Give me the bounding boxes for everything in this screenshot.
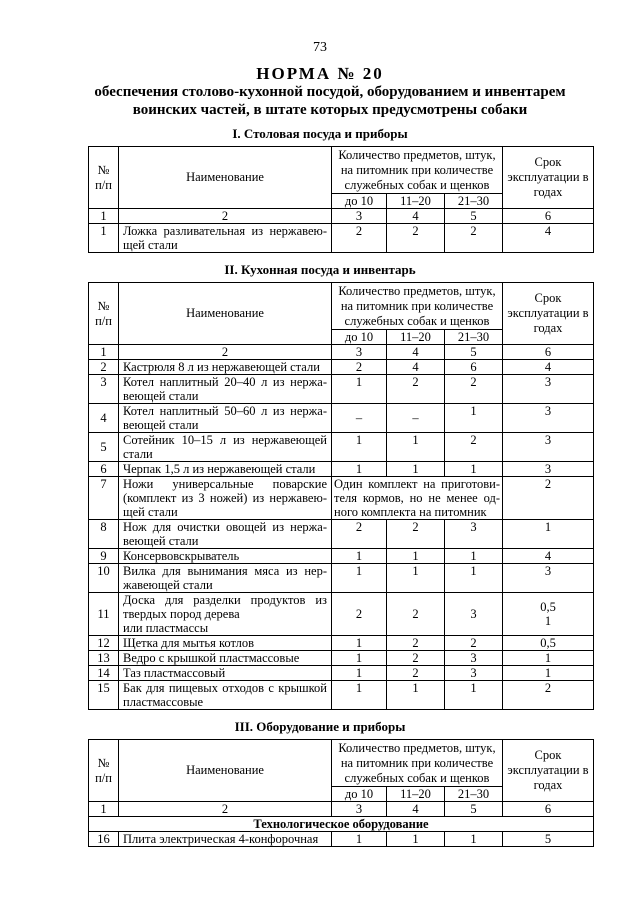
- row-name: Вилка для вынимания мяса из нер-жавеющей стали: [119, 564, 332, 593]
- index-cell: 6: [503, 345, 594, 360]
- row-qty-a: 1: [332, 549, 387, 564]
- row-num: 13: [89, 651, 119, 666]
- header-col-a: до 10: [332, 787, 387, 802]
- row-qty-a: 2: [332, 520, 387, 549]
- row-qty-b: 2: [387, 636, 445, 651]
- header-col-b: 11–20: [387, 330, 445, 345]
- table-row: [89, 375, 594, 404]
- row-term-value: 0,5: [540, 600, 556, 614]
- row-qty-c: 1: [445, 832, 503, 847]
- row-qty-c: 3: [445, 666, 503, 681]
- header-col-a: до 10: [332, 330, 387, 345]
- row-qty-c: 2: [445, 636, 503, 651]
- row-qty-c: 2: [445, 433, 503, 462]
- index-cell: 1: [89, 209, 119, 224]
- page-number: 73: [313, 40, 327, 55]
- row-term: 3: [503, 404, 594, 433]
- row-term: 4: [503, 549, 594, 564]
- row-qty-a: 1: [332, 832, 387, 847]
- table-row: [89, 360, 594, 375]
- index-cell: 5: [445, 345, 503, 360]
- table-row: [89, 520, 594, 549]
- index-cell: 4: [387, 209, 445, 224]
- row-qty-b: 4: [387, 360, 445, 375]
- index-cell: 3: [332, 345, 387, 360]
- table-section-3: [88, 739, 594, 847]
- header-name: Наименование: [119, 283, 332, 345]
- row-name: Кастрюля 8 л из нержавеющей стали: [119, 360, 332, 375]
- table-row: [89, 593, 594, 636]
- header-num: № п/п: [89, 740, 119, 802]
- header-col-a: до 10: [332, 194, 387, 209]
- header-num: № п/п: [89, 283, 119, 345]
- document-subtitle: [60, 83, 600, 119]
- section-3-title: III. Оборудование и приборы: [234, 719, 406, 734]
- header-num: № п/п: [89, 147, 119, 209]
- row-term: 4: [503, 360, 594, 375]
- row-qty-a: 1: [332, 651, 387, 666]
- row-qty-c: 1: [445, 564, 503, 593]
- table-row: [89, 433, 594, 462]
- subsection-title: Технологическое оборудование: [89, 817, 594, 832]
- row-qty-c: 1: [445, 549, 503, 564]
- subtitle-line-2: воинских частей, в штате которых предусмотрены собаки: [132, 102, 528, 118]
- row-name: Консервовскрыватель: [119, 549, 332, 564]
- subtitle-line-1: обеспечения столово-кухонной посудой, оборудованием и инвентарем: [94, 84, 566, 100]
- row-qty-b: 2: [387, 651, 445, 666]
- row-name: Сотейник 10–15 л из нержавеющей стали: [119, 433, 332, 462]
- row-qty-a: 1: [332, 433, 387, 462]
- row-num: 12: [89, 636, 119, 651]
- table-row: [89, 477, 594, 520]
- table-row: [89, 666, 594, 681]
- row-qty-a: 1: [332, 666, 387, 681]
- index-cell: 3: [332, 209, 387, 224]
- row-term: [503, 593, 594, 636]
- row-qty-b: –: [387, 404, 445, 433]
- row-qty-b: 2: [387, 224, 445, 253]
- row-num: 8: [89, 520, 119, 549]
- row-qty-c: 2: [445, 375, 503, 404]
- row-qty-merged: Один комплект на приготови-теля кормов, но не менее од-ного комплекта на питомник: [332, 477, 503, 520]
- row-num: 10: [89, 564, 119, 593]
- header-term: Срок эксплуатации в годах: [503, 740, 594, 802]
- table-row: [89, 462, 594, 477]
- row-term-alt: 1: [544, 614, 552, 628]
- header-col-c: 21–30: [445, 194, 503, 209]
- table-row: [89, 832, 594, 847]
- row-qty-a: 2: [332, 360, 387, 375]
- section-2-title: II. Кухонная посуда и инвентарь: [224, 262, 416, 277]
- row-qty-c: 3: [445, 520, 503, 549]
- row-qty-c: 1: [445, 404, 503, 433]
- row-qty-c: 1: [445, 462, 503, 477]
- row-name: Ложка разливательная из нержавею-щей стали: [119, 224, 332, 253]
- index-cell: 1: [89, 345, 119, 360]
- row-qty-b: 1: [387, 549, 445, 564]
- section-1-title: I. Столовая посуда и приборы: [232, 126, 408, 141]
- header-name: Наименование: [119, 147, 332, 209]
- header-qty-group: Количество предметов, штук, на питомник при количестве служебных собак и щенков: [332, 147, 503, 194]
- row-name: Бак для пищевых отходов с крышкой пластмассовые: [119, 681, 332, 710]
- row-name: Плита электрическая 4-конфорочная: [119, 832, 332, 847]
- row-term: 2: [503, 681, 594, 710]
- row-qty-a: 1: [332, 375, 387, 404]
- row-name: Ножи универсальные поварские (комплект из 3 ножей) из нержавею-щей стали: [119, 477, 332, 520]
- row-term: 2: [503, 477, 594, 520]
- row-num: 1: [89, 224, 119, 253]
- row-term: 3: [503, 433, 594, 462]
- row-num: 3: [89, 375, 119, 404]
- row-name: Ведро с крышкой пластмассовые: [119, 651, 332, 666]
- row-term: 3: [503, 564, 594, 593]
- row-name: [119, 593, 332, 636]
- row-num: 4: [89, 404, 119, 433]
- index-cell: 1: [89, 802, 119, 817]
- index-cell: 4: [387, 802, 445, 817]
- row-num: 2: [89, 360, 119, 375]
- index-cell: 5: [445, 802, 503, 817]
- row-qty-b: 2: [387, 520, 445, 549]
- header-col-b: 11–20: [387, 787, 445, 802]
- row-term: 1: [503, 666, 594, 681]
- table-row: [89, 681, 594, 710]
- index-cell: 6: [503, 802, 594, 817]
- row-qty-a: 1: [332, 564, 387, 593]
- row-num: 15: [89, 681, 119, 710]
- header-col-c: 21–30: [445, 787, 503, 802]
- table-row: [89, 224, 594, 253]
- row-name: Котел наплитный 20–40 л из нержа-веющей стали: [119, 375, 332, 404]
- row-name: Котел наплитный 50–60 л из нержа-веющей стали: [119, 404, 332, 433]
- row-qty-a: 2: [332, 593, 387, 636]
- index-cell: 2: [119, 209, 332, 224]
- table-row: [89, 404, 594, 433]
- row-num: 7: [89, 477, 119, 520]
- index-cell: 3: [332, 802, 387, 817]
- row-qty-b: 2: [387, 375, 445, 404]
- row-num: 16: [89, 832, 119, 847]
- index-cell: 4: [387, 345, 445, 360]
- table-section-1: [88, 146, 594, 253]
- row-name-line: Доска для разделки продуктов из твердых пород дерева: [123, 593, 327, 621]
- header-term: Срок эксплуатации в годах: [503, 283, 594, 345]
- row-num: 14: [89, 666, 119, 681]
- row-qty-b: 1: [387, 433, 445, 462]
- row-term: 3: [503, 462, 594, 477]
- row-qty-c: 1: [445, 681, 503, 710]
- header-col-b: 11–20: [387, 194, 445, 209]
- header-term: Срок эксплуатации в годах: [503, 147, 594, 209]
- row-qty-a: –: [332, 404, 387, 433]
- document-title: НОРМА № 20: [256, 64, 384, 83]
- row-qty-b: 2: [387, 666, 445, 681]
- row-term: 5: [503, 832, 594, 847]
- row-num: 9: [89, 549, 119, 564]
- header-name: Наименование: [119, 740, 332, 802]
- index-cell: 2: [119, 802, 332, 817]
- row-qty-c: 3: [445, 651, 503, 666]
- row-qty-a: 1: [332, 462, 387, 477]
- row-qty-b: 1: [387, 462, 445, 477]
- row-qty-a: 2: [332, 224, 387, 253]
- row-term: 1: [503, 520, 594, 549]
- row-name: Щетка для мытья котлов: [119, 636, 332, 651]
- row-num: 11: [89, 593, 119, 636]
- index-cell: 5: [445, 209, 503, 224]
- row-name-alt: или пластмассы: [123, 621, 209, 635]
- row-qty-a: 1: [332, 681, 387, 710]
- row-term: 4: [503, 224, 594, 253]
- row-qty-c: 6: [445, 360, 503, 375]
- row-qty-b: 1: [387, 832, 445, 847]
- table-row: [89, 651, 594, 666]
- table-row: [89, 549, 594, 564]
- table-section-2: [88, 282, 594, 710]
- row-name: Таз пластмассовый: [119, 666, 332, 681]
- header-qty-group: Количество предметов, штук, на питомник при количестве служебных собак и щенков: [332, 283, 503, 330]
- row-qty-c: 3: [445, 593, 503, 636]
- row-qty-a: 1: [332, 636, 387, 651]
- table-row: [89, 564, 594, 593]
- row-name: Нож для очистки овощей из нержа-веющей стали: [119, 520, 332, 549]
- row-name: Черпак 1,5 л из нержавеющей стали: [119, 462, 332, 477]
- row-qty-b: 1: [387, 564, 445, 593]
- row-num: 6: [89, 462, 119, 477]
- row-num: 5: [89, 433, 119, 462]
- row-qty-b: 2: [387, 593, 445, 636]
- index-cell: 2: [119, 345, 332, 360]
- header-col-c: 21–30: [445, 330, 503, 345]
- row-term: 3: [503, 375, 594, 404]
- row-qty-c: 2: [445, 224, 503, 253]
- index-cell: 6: [503, 209, 594, 224]
- row-term: 0,5: [503, 636, 594, 651]
- header-qty-group: Количество предметов, штук, на питомник при количестве служебных собак и щенков: [332, 740, 503, 787]
- row-term: 1: [503, 651, 594, 666]
- table-row: [89, 636, 594, 651]
- row-qty-b: 1: [387, 681, 445, 710]
